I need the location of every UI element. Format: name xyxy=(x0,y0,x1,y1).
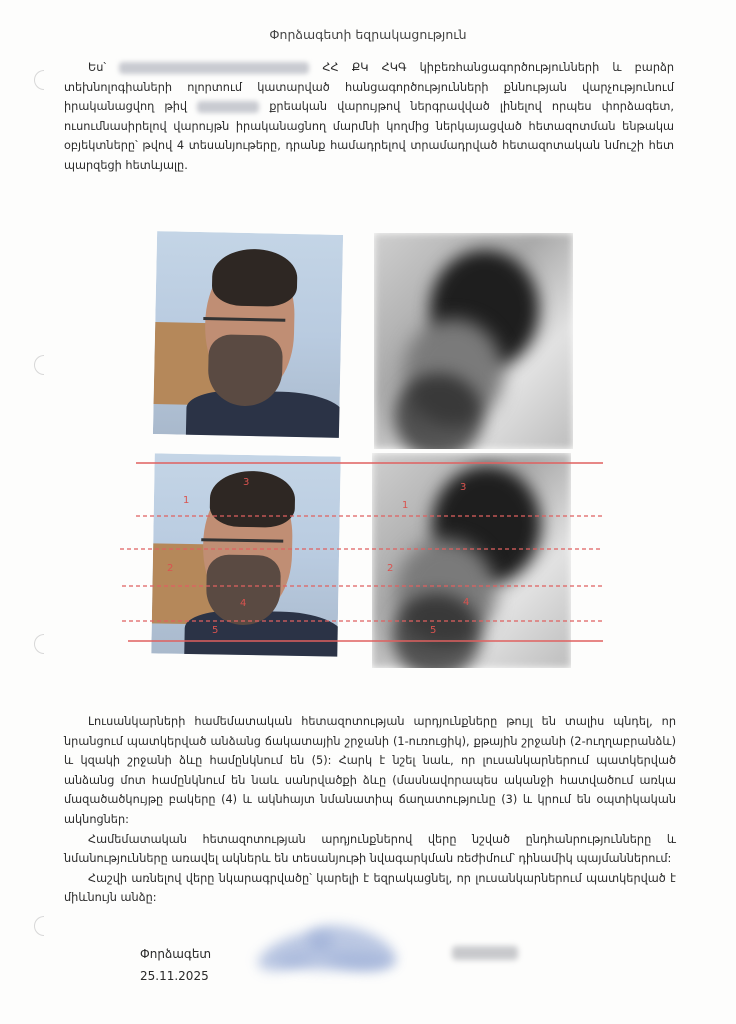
region-label-5-left: 5 xyxy=(212,625,219,636)
redacted-signature xyxy=(246,918,426,988)
region-label-2-left: 2 xyxy=(167,563,174,574)
findings-paragraph-2: Համեմատական հետազոտության արդյունքներով վերը նշված ընդհանրությունները և նմանությունները առավել ակներև են տեսանյութի նվագարկման ռեժիմում՝ դինամիկ պայմաններում: xyxy=(64,832,676,866)
intro-text-3: խնոլոգիաների ոլորտում կատարված հանցագործությունների քննության վարչությունում իրականացվող թիվ xyxy=(64,80,674,114)
region-label-1-left: 1 xyxy=(183,495,190,506)
intro-text-4: քրեական վարույթով ներգրավված լինելով որպես փորձագետ, ուսումնասիրելով վարույթն իրականացնող մարմնի կողմից ներկայացված հետազոտման ենթակա օբյեկտները՝ թվով 4 տեսանյութերը, դրանք համադրելով տրամադրված հետազոտական նմուշի հետ պարզեցի հետևյալը. xyxy=(64,100,675,172)
intro-text-1: Ես՝ xyxy=(88,61,107,74)
findings-paragraph-3: Հաշվի առնելով վերը նկարագրվածը՝ կարելի է եզրակացնել, որ լուսանկարներում պատկերված է միևնույն անձը: xyxy=(64,871,676,905)
intro-text-2: ՀՀ ՔԿ ՀԿԳ կիբեռհանցագործությունների և բարձր տե xyxy=(64,61,675,94)
signature-date: 25.11.2025 xyxy=(140,969,209,983)
region-label-3-left: 3 xyxy=(243,477,250,488)
region-label-4-right: 4 xyxy=(463,597,470,608)
findings-section xyxy=(64,712,676,908)
region-label-4-left: 4 xyxy=(240,598,247,609)
region-label-5-right: 5 xyxy=(430,625,437,636)
region-label-3-right: 3 xyxy=(460,482,467,493)
region-label-2-right: 2 xyxy=(387,563,394,574)
expert-role-label: Փորձագետ xyxy=(140,947,212,961)
signature-block xyxy=(140,943,211,987)
redacted-expert-surname xyxy=(452,946,518,960)
findings-paragraph-1: Լուսանկարների համեմատական հետազոտության արդյունքները թույլ են տալիս պնդել, որ նրանցում պատկերված անձանց ճակատային շրջանի (1-ուռուցիկ), քթային շրջանի (2-ուղղաբրանձև) և կզակի շրջանի ձևը համընկնում են (5): Հարկ է նշել նաև, որ լուսանկարներում պատկերված անձանց մոտ համընկնում են նաև սանրվածքի ձևը (մասնավորապես ականջի հատվածում առկա մազածածկույթը բակերը (4) և ակնհայտ նմանատիպ ճաղատությունը (3) և կրում են օպտիկական ակնոցներ: xyxy=(64,715,676,826)
region-label-1-right: 1 xyxy=(402,500,409,511)
document-title: Փորձագետի եզրակացություն xyxy=(269,27,467,42)
